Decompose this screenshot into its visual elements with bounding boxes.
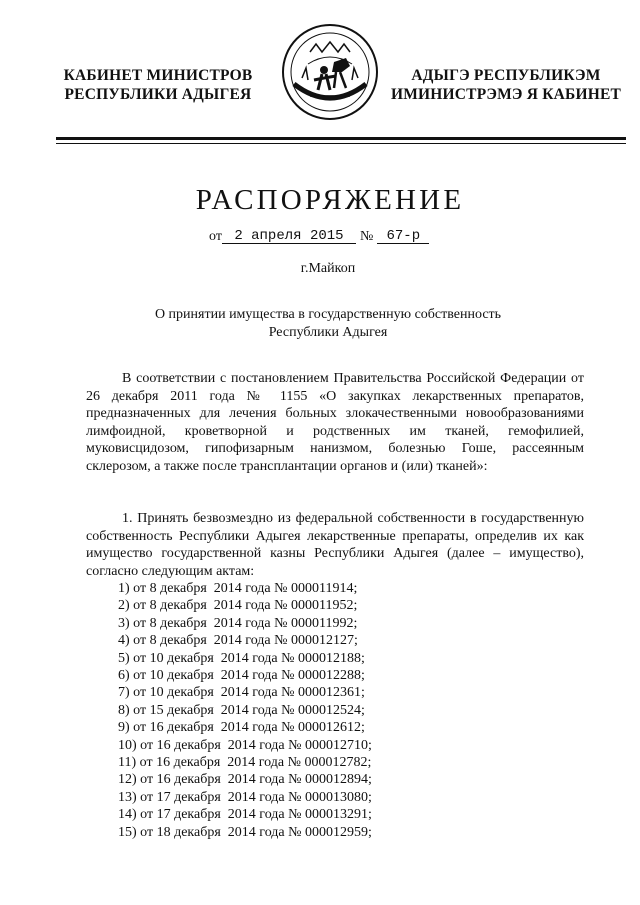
document-subject — [136, 306, 520, 342]
document-number: 67-р — [377, 230, 429, 244]
header-left-org-name — [58, 66, 258, 104]
list-item: 9) от 16 декабря 2014 года № 000012612; — [118, 720, 365, 736]
list-item: 7) от 10 декабря 2014 года № 000012361; — [118, 685, 365, 701]
list-item: 10) от 16 декабря 2014 года № 000012710; — [118, 737, 372, 753]
list-item: 6) от 10 декабря 2014 года № 000012288; — [118, 668, 365, 684]
document-title: РАСПОРЯЖЕНИЕ — [195, 184, 465, 216]
list-item: 5) от 10 декабря 2014 года № 000012188; — [118, 650, 365, 666]
list-item: 11) от 16 декабря 2014 года № 000012782; — [118, 755, 372, 771]
list-item: 2) от 8 декабря 2014 года № 000011952; — [118, 598, 358, 614]
document-date: 2 апреля 2015 — [222, 230, 356, 244]
preamble-paragraph: В соответствии с постановлением Правительства Российской Федерации от 26 декабря 2011 года № 1155 «О закупках лекарственных препаратов, предназначенных для лечения больных злокачественными новообразованиями лимфоидной, кроветворной и родственных им тканей, гемофилией, муковисцидозом, гипофизарным нанизмом, болезнью Гоше, рассеянным склерозом, а также после трансплантации органов и (или) тканей»: — [86, 371, 584, 474]
list-item: 4) от 8 декабря 2014 года № 000012127; — [118, 633, 358, 649]
clause-1-paragraph: 1. Принять безвозмездно из федеральной собственности в государственную собственность Республики Адыгея лекарственные препараты, определив их как имущество государственной казны Республики Адыгея (далее – имущество), согласно следующим актам: — [86, 511, 584, 579]
header-left-line-1: КАБИНЕТ МИНИСТРОВ — [63, 67, 253, 84]
document-dateline — [209, 229, 429, 245]
city-name: г.Майкоп — [300, 261, 356, 276]
header-divider-thin — [56, 143, 626, 144]
acts-list — [118, 580, 372, 841]
list-item: 1) от 8 декабря 2014 года № 000011914; — [118, 581, 358, 596]
header-right-org-name — [388, 66, 624, 104]
list-item: 13) от 17 декабря 2014 года № 000013080; — [118, 789, 372, 805]
header-divider-thick — [56, 137, 626, 140]
subject-line-1: О принятии имущества в государственную собственность — [154, 307, 502, 322]
header-right-line-2: ИМИНИСТРЭМЭ Я КАБИНЕТ — [390, 86, 622, 103]
header-right-line-1: АДЫГЭ РЕСПУБЛИКЭМ — [411, 67, 601, 84]
list-item: 8) от 15 декабря 2014 года № 000012524; — [118, 702, 365, 718]
list-item: 12) от 16 декабря 2014 года № 000012894; — [118, 772, 372, 788]
list-item: 3) от 8 декабря 2014 года № 000011992; — [118, 615, 358, 631]
number-label: № — [359, 229, 374, 244]
subject-line-2: Республики Адыгея — [268, 325, 388, 340]
list-item: 14) от 17 декабря 2014 года № 000013291; — [118, 807, 372, 823]
list-item: 15) от 18 декабря 2014 года № 000012959; — [118, 824, 372, 840]
date-prefix-label: от — [209, 229, 222, 244]
coat-of-arms-emblem-icon — [280, 22, 380, 122]
header-left-line-2: РЕСПУБЛИКИ АДЫГЕЯ — [64, 86, 252, 103]
